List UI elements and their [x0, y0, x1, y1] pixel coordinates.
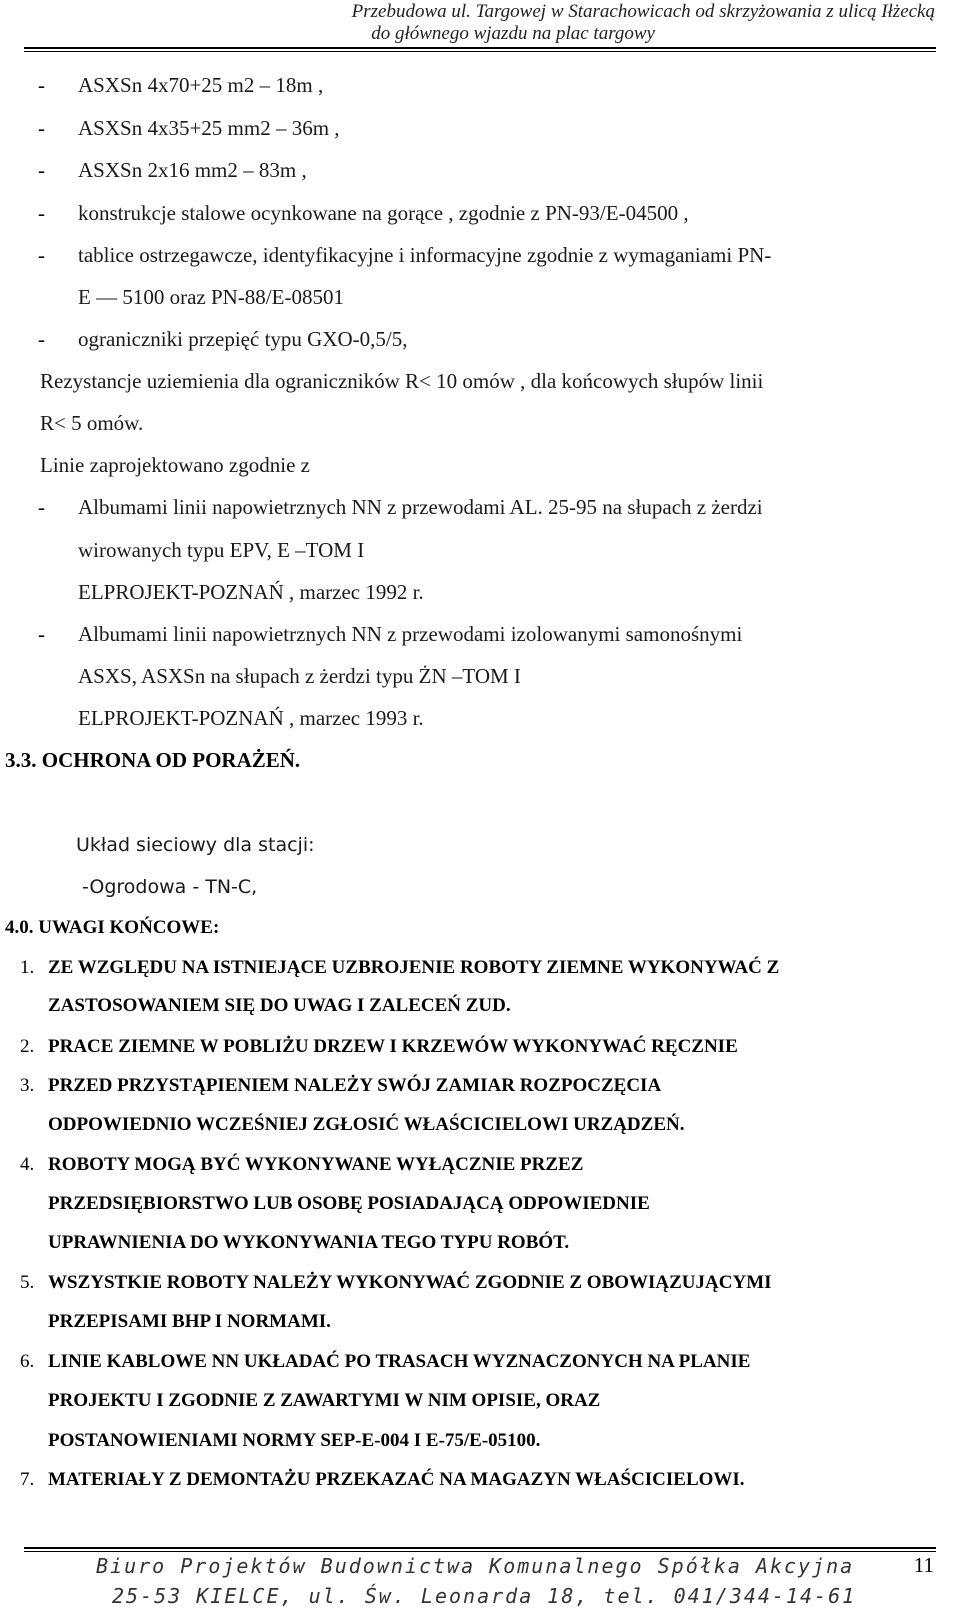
header-divider — [24, 47, 936, 49]
header-subtitle: do głównego wjazdu na plac targowy — [371, 23, 655, 44]
rule-number: 7. — [20, 1469, 35, 1490]
rule-text-cont: POSTANOWIENIAMI NORMY SEP-E-004 I E-75/E-05100. — [48, 1430, 541, 1451]
list-item: konstrukcje stalowe ocynkowane na gorące , zgodnie z PN-93/E-04500 , — [78, 201, 689, 225]
rule-text: PRZED PRZYSTĄPIENIEM NALEŻY SWÓJ ZAMIAR ROZPOCZĘCIA — [48, 1075, 662, 1096]
rule-number: 6. — [20, 1351, 35, 1372]
header-title: Przebudowa ul. Targowej w Starachowicach od skrzyżowania z ulicą Iłżecką — [351, 1, 935, 22]
bullet-dash: - — [38, 495, 45, 519]
station-network: -Ogrodowa - TN-C, — [82, 876, 258, 898]
rule-text-cont: ZASTOSOWANIEM SIĘ DO UWAG I ZALECEŃ ZUD. — [48, 995, 511, 1016]
footer-divider-thin — [24, 1551, 936, 1552]
album-reference: Albumami linii napowietrznych NN z przewodami izolowanymi samonośnymi — [78, 622, 743, 646]
list-item: ASXSn 4x70+25 m2 – 18m , — [78, 73, 324, 97]
resistance-text: Rezystancje uziemienia dla ograniczników R< 10 omów , dla końcowych słupów linii — [40, 369, 764, 393]
bullet-dash: - — [38, 622, 45, 646]
list-item: tablice ostrzegawcze, identyfikacyjne i informacyjne zgodnie z wymaganiami PN- — [78, 243, 772, 267]
list-item: ASXSn 4x35+25 mm2 – 36m , — [78, 116, 340, 140]
album-reference-cont: ASXS, ASXSn na słupach z żerdzi typu ŻN –TOM I — [78, 664, 521, 688]
rule-text-cont: PROJEKTU I ZGODNIE Z ZAWARTYMI W NIM OPISIE, ORAZ — [48, 1390, 601, 1411]
bullet-dash: - — [38, 116, 45, 140]
network-type-label: Układ sieciowy dla stacji: — [76, 834, 315, 856]
rule-text: PRACE ZIEMNE W POBLIŻU DRZEW I KRZEWÓW WYKONYWAĆ RĘCZNIE — [48, 1036, 738, 1057]
resistance-text-cont: R< 5 omów. — [40, 411, 144, 435]
album-reference-cont: ELPROJEKT-POZNAŃ , marzec 1993 r. — [78, 706, 424, 730]
bullet-dash: - — [38, 201, 45, 225]
footer-address: 25-53 KIELCE, ul. Św. Leonarda 18, tel. 041/344-14-61 — [112, 1584, 857, 1608]
page-number: 11 — [913, 1553, 934, 1577]
list-item-continued: E — 5100 oraz PN-88/E-08501 — [78, 285, 344, 309]
rule-number: 1. — [20, 957, 35, 978]
footer-divider — [24, 1547, 936, 1549]
section-heading: 3.3. OCHRONA OD PORAŻEŃ. — [5, 748, 301, 772]
rule-number: 5. — [20, 1272, 35, 1293]
rule-number: 2. — [20, 1036, 35, 1057]
design-basis-intro: Linie zaprojektowano zgodnie z — [40, 453, 310, 477]
footer-company: Biuro Projektów Budownictwa Komunalnego Spółka Akcyjna — [96, 1554, 855, 1578]
rule-number: 3. — [20, 1075, 35, 1096]
rule-text: LINIE KABLOWE NN UKŁADAĆ PO TRASACH WYZNACZONYCH NA PLANIE — [48, 1351, 751, 1372]
rule-text: MATERIAŁY Z DEMONTAŻU PRZEKAZAĆ NA MAGAZYN WŁAŚCICIELOWI. — [48, 1469, 745, 1490]
list-item: ASXSn 2x16 mm2 – 83m , — [78, 158, 307, 182]
rule-text-cont: UPRAWNIENIA DO WYKONYWANIA TEGO TYPU ROBÓT. — [48, 1232, 570, 1253]
rule-text-cont: PRZEPISAMI BHP I NORMAMI. — [48, 1311, 331, 1332]
list-item: ograniczniki przepięć typu GXO-0,5/5, — [78, 327, 408, 351]
rule-text-cont: ODPOWIEDNIO WCZEŚNIEJ ZGŁOSIĆ WŁAŚCICIELOWI URZĄDZEŃ. — [48, 1114, 685, 1135]
rule-number: 4. — [20, 1154, 35, 1175]
album-reference-cont: ELPROJEKT-POZNAŃ , marzec 1992 r. — [78, 580, 424, 604]
rule-text: ZE WZGLĘDU NA ISTNIEJĄCE UZBROJENIE ROBOTY ZIEMNE WYKONYWAĆ Z — [48, 957, 780, 978]
header-divider-thin — [24, 51, 936, 52]
bullet-dash: - — [38, 243, 45, 267]
bullet-dash: - — [38, 158, 45, 182]
section-heading: 4.0. UWAGI KOŃCOWE: — [5, 917, 220, 938]
album-reference-cont: wirowanych typu EPV, E –TOM I — [78, 538, 365, 562]
rule-text-cont: PRZEDSIĘBIORSTWO LUB OSOBĘ POSIADAJĄCĄ ODPOWIEDNIE — [48, 1193, 650, 1214]
album-reference: Albumami linii napowietrznych NN z przewodami AL. 25-95 na słupach z żerdzi — [78, 495, 763, 519]
rule-text: ROBOTY MOGĄ BYĆ WYKONYWANE WYŁĄCZNIE PRZEZ — [48, 1154, 584, 1175]
bullet-dash: - — [38, 73, 45, 97]
rule-text: WSZYSTKIE ROBOTY NALEŻY WYKONYWAĆ ZGODNIE Z OBOWIĄZUJĄCYMI — [48, 1272, 772, 1293]
bullet-dash: - — [38, 327, 45, 351]
